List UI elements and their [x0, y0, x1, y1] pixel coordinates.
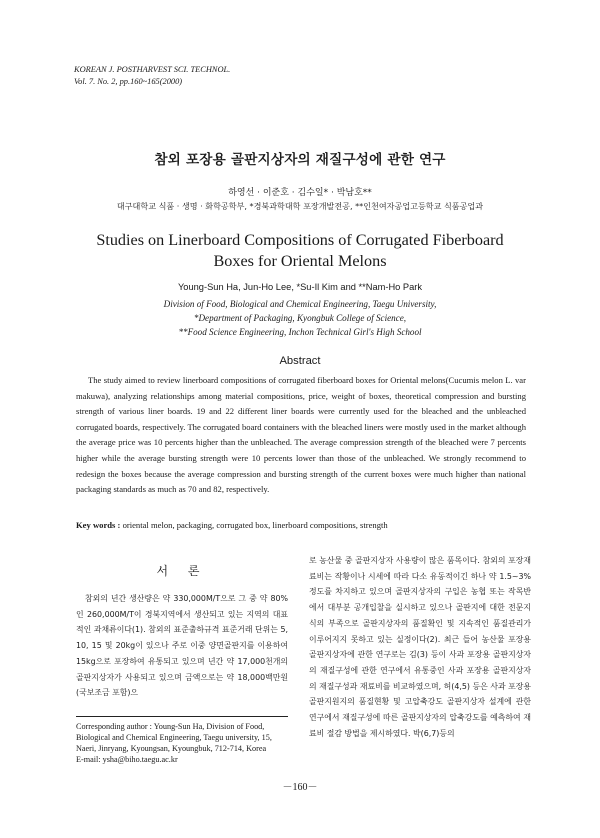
- footnote-divider: [76, 716, 288, 717]
- journal-volume: Vol. 7. No. 2, pp.160~165(2000): [74, 76, 183, 86]
- footnote-line: Biological and Chemical Engineering, Taegu university, 15,: [76, 733, 272, 742]
- intro-paragraph-left: 참외의 년간 생산량은 약 330,000M/T으로 그 중 약 80%인 260,000M/T이 경북지역에서 생산되고 있는 지역의 대표적인 과채류이다(1). 참외의 표준출하규격 표준거래 단위는 5, 10, 15 및 20kg이 있으나 주로 이중 양면골판지를 이용하여 15kg으로 포장하여 유통되고 있으며 년간 약 17,000천개의 골판지상자가 사용되고 있으며 금액으로는 약 18,000백만원(국보조금 포함)으: [76, 594, 288, 698]
- section-heading-introduction: 서 론: [156, 564, 208, 578]
- page-number: －160－: [282, 782, 318, 793]
- footnote-line: E-mail: ysha@biho.taegu.ac.kr: [76, 755, 178, 764]
- abstract-text: The study aimed to review linerboard compositions of corrugated fiberboard boxes for Oriental melons(Cucumis melon L. var makuwa), analyzing relationships among material compositions, price, weight of boxes, theoretical compression and bursting strength of various liner boards. 19 and 22 different liner boards were currently used for the bleached and the unbleached corrugated boards, respectively. The corrugated board containers with the bleached liners were mostly used in the market although the average price was 10 percents higher than the unbleached. The average compression strength of the bleached were 7 percents higher while the average bursting strength were 10 percents lower than those of the unbleached. We strongly recommend to redesign the boxes because the average compression and bursting strength of the current boxes were much higher than national packaging standards as much as 70 and 82, respectively.: [76, 375, 526, 495]
- right-column: [309, 553, 531, 741]
- english-title-line-2: Boxes for Oriental Melons: [213, 252, 387, 270]
- journal-header: [74, 64, 230, 87]
- abstract-heading: Abstract: [279, 355, 321, 367]
- keywords-text: oriental melon, packaging, corrugated box, linerboard compositions, strength: [122, 520, 388, 530]
- english-title-line-1: Studies on Linerboard Compositions of Corrugated Fiberboard: [96, 231, 504, 249]
- english-authors: Young-Sun Ha, Jun-Ho Lee, *Su-Il Kim and **Nam-Ho Park: [177, 282, 423, 292]
- korean-affiliations: 대구대학교 식품 · 생명 · 화학공학부, *경북과학대학 포장개발전공, **인천여자공업고등학교 식품공업과: [116, 201, 484, 211]
- affiliation-line: *Department of Packaging, Kyongbuk College of Science,: [193, 313, 407, 323]
- korean-title: 참외 포장용 골판지상자의 재질구성에 관한 연구: [154, 152, 446, 168]
- english-affiliations: [0, 297, 600, 339]
- affiliation-line: Division of Food, Biological and Chemical Engineering, Taegu University,: [163, 299, 437, 309]
- journal-name: KOREAN J. POSTHARVEST SCI. TECHNOL.: [74, 65, 231, 74]
- footnote-line: Corresponding author : Young-Sun Ha, Division of Food,: [76, 722, 265, 731]
- korean-authors: 하영선 · 이준호 · 김수일* · 박남호**: [228, 188, 372, 198]
- keywords-label: Key words :: [76, 520, 121, 530]
- affiliation-line: **Food Science Engineering, Inchon Technical Girl's High School: [178, 327, 422, 337]
- keywords: [76, 520, 536, 530]
- corresponding-author-footnote: [76, 721, 298, 765]
- footnote-line: Naeri, Jinryang, Kyoungsan, Kyoungbuk, 712-714, Korea: [76, 744, 267, 753]
- intro-paragraph-right: 로 농산물 중 골판지상자 사용량이 많은 품목이다. 참외의 포장재료비는 작황이나 시세에 따라 다소 유동적이긴 하나 약 1.5~3% 정도를 차지하고 있으며 골판지상자의 구입은 농협 또는 작목반에서 대부분 공개입찰을 실시하고 있으나 골판지에 대한 전문지식의 부족으로 골판지상자의 품질확인 및 지속적인 품질관리가 이루어지지 못하고 있는 실정이다(2). 최근 들어 농산물 포장용 골판지상자에 관한 연구로는 김(3) 등이 사과 포장용 골판지상자의 재질구성에 관한 연구에서 유통중인 사과 포장용 골판지상자의 재질구성과 재료비를 비교하였으며, 허(4,5) 등은 사과 포장용 골판지원지의 품질현황 및 고압축강도 골판지상자 설계에 관한 연구에서 재질구성에 따른 골판지상자의 압축강도를 예측하여 재료비 절감 방법을 제시하였다. 박(6,7)등의: [309, 556, 531, 738]
- english-title: [0, 230, 600, 272]
- left-column: [76, 562, 288, 701]
